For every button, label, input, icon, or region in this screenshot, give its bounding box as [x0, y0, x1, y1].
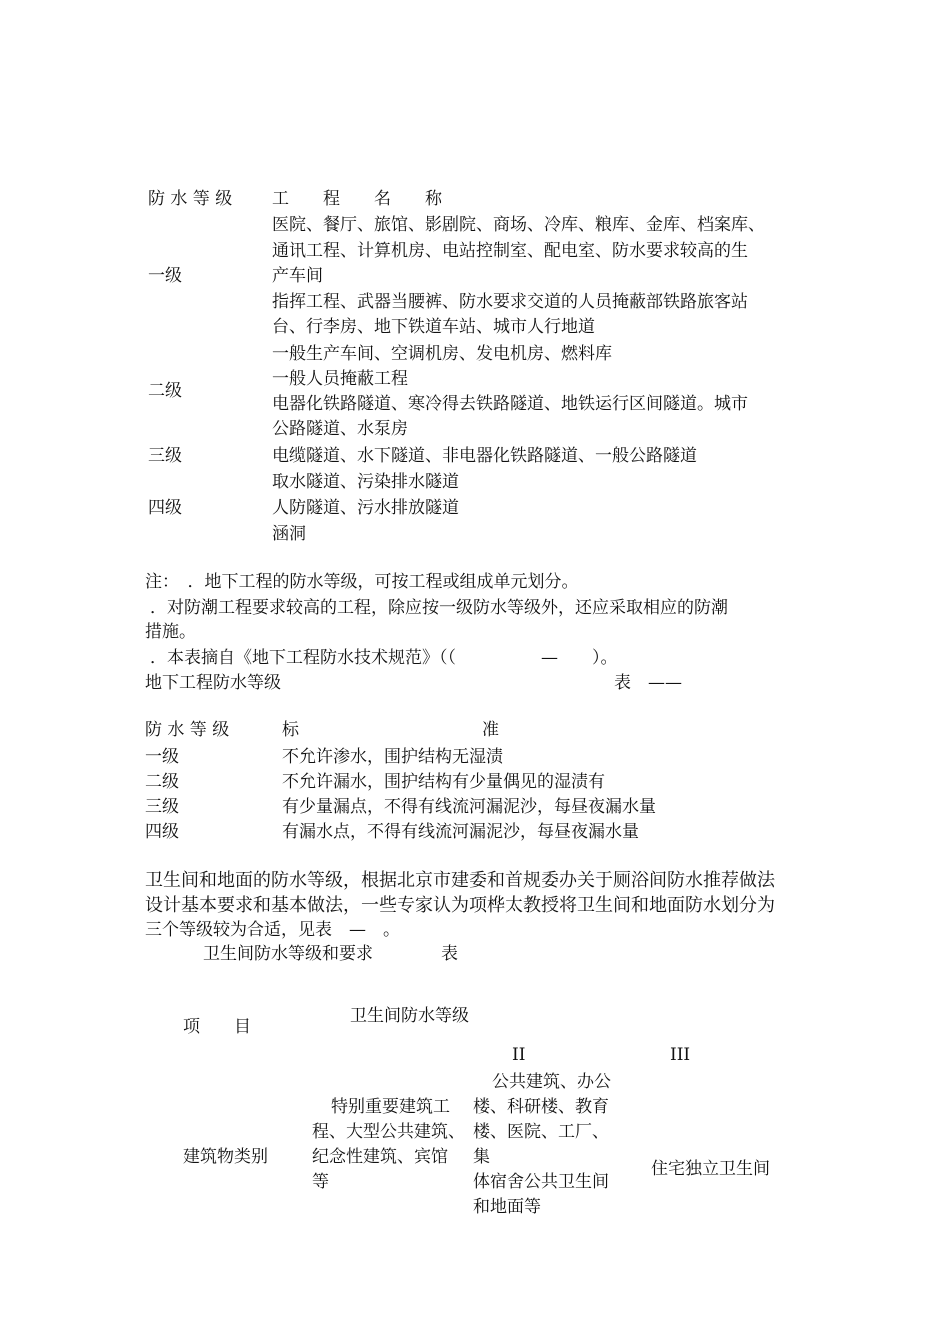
table2-row-std: 不允许漏水，围护结构有少量偶见的湿渍有 — [282, 772, 605, 792]
table1-line: 电缆隧道、水下隧道、非电器化铁路隧道、一般公路隧道 — [272, 446, 697, 466]
table2-label: 表 —— — [614, 673, 682, 693]
paragraph-line: 设计基本要求和基本做法，一些专家认为项桦太教授将卫生间和地面防水划分为 — [145, 895, 775, 916]
table2-row-grade: 一级 — [145, 747, 179, 767]
table3-col-3: III — [670, 1045, 691, 1065]
table3-row-label: 建筑物类别 — [183, 1147, 268, 1167]
table1-line: 人防隧道、污水排放隧道 — [272, 498, 459, 518]
table2-header-grade: 防 水 等 级 — [145, 720, 230, 740]
table2-row-grade: 三级 — [145, 797, 179, 817]
table1-header-name: 工 程 名 称 — [272, 189, 442, 209]
table3-label: 表 — [441, 944, 458, 964]
note-1: 注： ．地下工程的防水等级，可按工程或组成单元划分。 — [145, 572, 579, 592]
table1-line: 涵洞 — [272, 524, 306, 544]
table2-row-std: 有少量漏点，不得有线流河漏泥沙，每昼夜漏水量 — [282, 797, 656, 817]
note-3: ．本表摘自《地下工程防水技术规范》（（ — ）。 — [150, 648, 618, 668]
table3-cell-line: 和地面等 — [473, 1197, 541, 1217]
table1-line: 产车间 — [272, 266, 323, 286]
table3-cell-line: 楼、医院、工厂、 — [473, 1122, 609, 1142]
table3-cell-line: 特别重要建筑工 — [331, 1097, 450, 1117]
table3-cell-line: 集 — [473, 1147, 490, 1167]
paragraph-line: 三个等级较为合适，见表 — 。 — [145, 920, 400, 940]
table1-line: 一般人员掩蔽工程 — [272, 369, 408, 389]
table1-grade-3: 三级 — [148, 446, 182, 466]
table3-cell-line: 纪念性建筑、宾馆 — [312, 1147, 448, 1167]
table1-grade-2: 二级 — [148, 381, 182, 401]
table1-line: 台、行李房、地下铁道车站、城市人行地道 — [272, 317, 595, 337]
table1-line: 通讯工程、计算机房、电站控制室、配电室、防水要求较高的生 — [272, 241, 748, 261]
table2-title: 地下工程防水等级 — [145, 673, 281, 693]
table1-grade-1: 一级 — [148, 266, 182, 286]
table1-line: 指挥工程、武器当腰裤、防水要求交道的人员掩蔽部铁路旅客站 — [272, 292, 748, 312]
table1-header-grade: 防 水 等 级 — [148, 189, 233, 209]
table2-header-std: 标 — [282, 720, 299, 740]
table3-cell-line: 公共建筑、办公 — [492, 1072, 611, 1092]
table2-row-grade: 四级 — [145, 822, 179, 842]
table1-grade-4: 四级 — [148, 498, 182, 518]
table1-line: 取水隧道、污染排水隧道 — [272, 472, 459, 492]
table3-cell-c3: 住宅独立卫生间 — [651, 1159, 770, 1179]
table2-row-grade: 二级 — [145, 772, 179, 792]
table2-row-std: 不允许渗水，围护结构无湿渍 — [282, 747, 503, 767]
note-2-cont: 措施。 — [145, 622, 196, 642]
table3-grade-header: 卫生间防水等级 — [350, 1006, 469, 1026]
paragraph-line: 卫生间和地面的防水等级，根据北京市建委和首规委办关于厕浴间防水推荐做法 — [145, 870, 775, 891]
table3-cell-line: 程、大型公共建筑、 — [312, 1122, 465, 1142]
table3-col-2: II — [512, 1045, 526, 1065]
table1-line: 一般生产车间、空调机房、发电机房、燃料库 — [272, 344, 612, 364]
table3-cell-line: 等 — [312, 1172, 329, 1192]
table3-title: 卫生间防水等级和要求 — [203, 944, 373, 964]
table2-header-std2: 准 — [482, 720, 499, 740]
table3-cell-line: 楼、科研楼、教育 — [473, 1097, 609, 1117]
table3-cell-line: 体宿舍公共卫生间 — [473, 1172, 609, 1192]
table3-item-header: 项 目 — [183, 1017, 251, 1037]
table1-line: 医院、餐厅、旅馆、影剧院、商场、冷库、粮库、金库、档案库、 — [272, 215, 765, 235]
table1-line: 电器化铁路隧道、寒冷得去铁路隧道、地铁运行区间隧道。城市 — [272, 394, 748, 414]
table2-row-std: 有漏水点，不得有线流河漏泥沙，每昼夜漏水量 — [282, 822, 639, 842]
note-2: ．对防潮工程要求较高的工程，除应按一级防水等级外，还应采取相应的防潮 — [150, 598, 728, 618]
table1-line: 公路隧道、水泵房 — [272, 419, 408, 439]
